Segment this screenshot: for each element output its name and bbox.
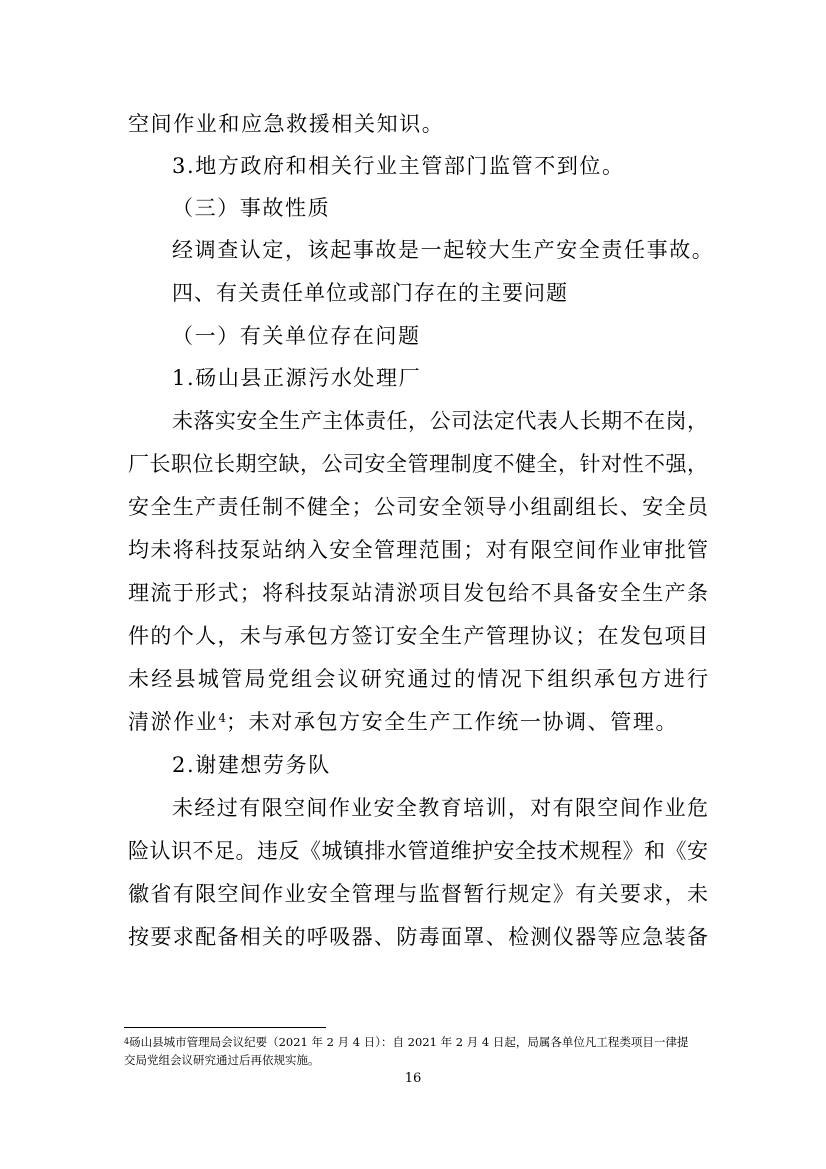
body-line: 未经过有限空间作业安全教育培训，对有限空间作业危 — [172, 796, 708, 820]
body-text: 清淤作业 — [128, 710, 219, 734]
footnote-divider — [124, 1027, 326, 1028]
body-line: 理流于形式；将科技泵站清淤项目发包给不具备安全生产条 — [128, 581, 708, 605]
body-line: 空间作业和应急救援相关知识。 — [128, 112, 445, 136]
body-line: 按要求配备相关的呼吸器、防毒面罩、检测仪器等应急装备 — [128, 925, 708, 949]
body-line: 件的个人，未与承包方签订安全生产管理协议；在发包项目 — [128, 624, 708, 648]
body-line: 安全生产责任制不健全；公司安全领导小组副组长、安全员 — [128, 495, 708, 519]
item-heading: 2.谢建想劳务队 — [172, 753, 331, 777]
body-line: 经调查认定，该起事故是一起较大生产安全责任事故。 — [172, 238, 715, 262]
footnote-line — [124, 1033, 708, 1051]
body-line: 未经县城管局党组会议研究通过的情况下组织承包方进行 — [128, 667, 708, 691]
footnote-text: 砀山县城市管理局会议纪要（2021 年 2 月 4 日）：自 2021 年 2 月 4 日起，局属各单位凡工程类项目一律提 — [129, 1035, 689, 1049]
body-line: 未落实安全生产主体责任，公司法定代表人长期不在岗， — [172, 409, 708, 433]
body-text: ；未对承包方安全生产工作统一协调、管理。 — [226, 710, 679, 734]
body-line — [128, 706, 708, 738]
item-heading: 1.砀山县正源污水处理厂 — [172, 366, 422, 390]
footnote-marker: 4 — [124, 1037, 130, 1046]
footnote-line: 交局党组会议研究通过后再依规实施。 — [124, 1053, 320, 1067]
body-line: 险认识不足。违反《城镇排水管道维护安全技术规程》和《安 — [128, 839, 708, 863]
subsection-heading: （一）有关单位存在问题 — [172, 324, 421, 348]
body-line: 徽省有限空间作业安全管理与监督暂行规定》有关要求，未 — [128, 882, 708, 906]
subsection-heading: （三）事故性质 — [172, 196, 331, 220]
section-heading: 四、有关责任单位或部门存在的主要问题 — [172, 281, 568, 305]
footnote-reference: 4 — [218, 711, 227, 725]
body-line: 均未将科技泵站纳入安全管理范围；对有限空间作业审批管 — [128, 538, 708, 562]
body-line: 3.地方政府和相关行业主管部门监管不到位。 — [172, 154, 625, 178]
body-line: 厂长职位长期空缺，公司安全管理制度不健全，针对性不强， — [128, 452, 708, 476]
page-number: 16 — [404, 1071, 422, 1086]
